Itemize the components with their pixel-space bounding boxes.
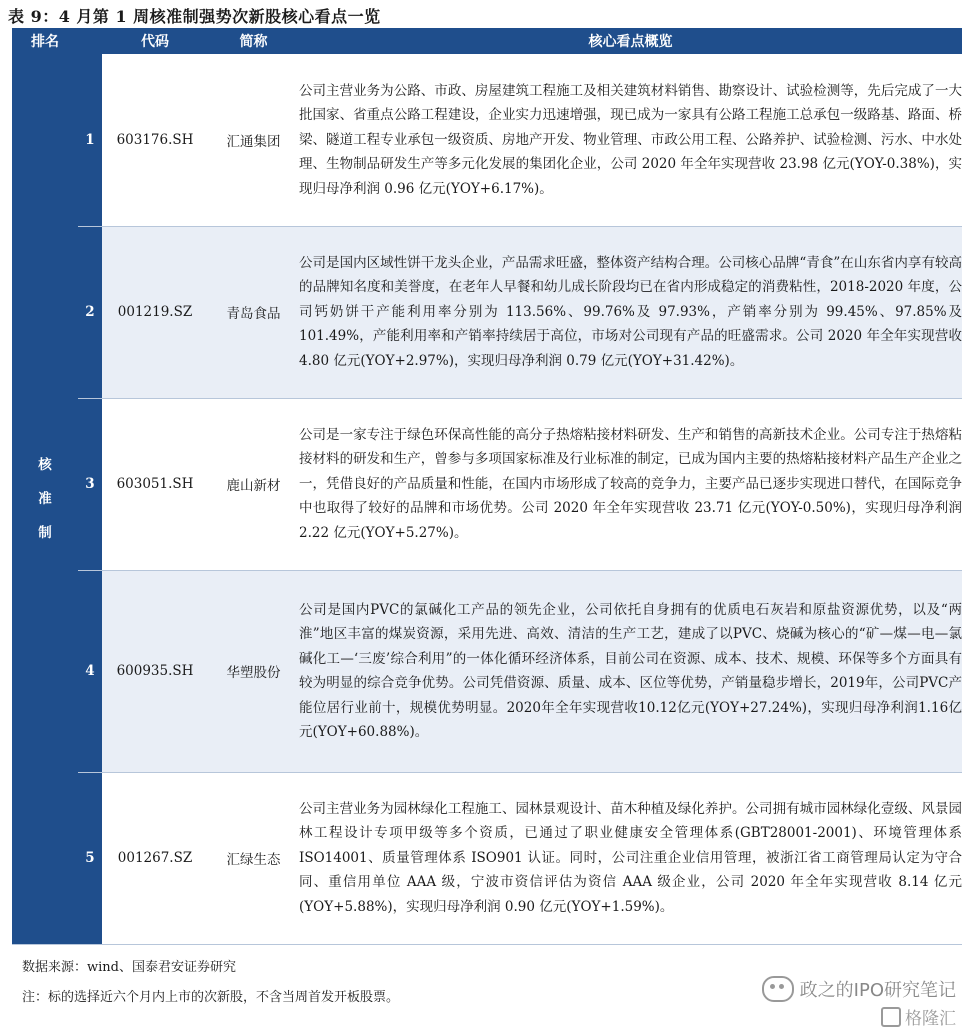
code-cell: 001219.SZ [102, 226, 208, 398]
code-cell: 001267.SZ [102, 772, 208, 944]
watermark-text: 政之的IPO研究笔记 [799, 980, 956, 1001]
rank-cell: 1 [78, 54, 102, 226]
rank-cell: 2 [78, 226, 102, 398]
watermark-text-2: 格隆汇 [905, 1009, 956, 1029]
table-row [12, 54, 962, 226]
header-name: 简称 [208, 28, 299, 54]
desc-cell: 公司是国内PVC的氯碱化工产品的领先企业，公司依托自身拥有的优质电石灰岩和原盐资源优势，以及“两淮”地区丰富的煤炭资源，采用先进、高效、清洁的生产工艺，建成了以PVC、烧碱为核心的“矿—煤—电—氯碱化工—‘三废’综合利用”的一体化循环经济体系，目前公司在资源、成本、技术、规模、环保等多个方面具有较为明显的综合竞争优势。公司凭借资源、质量、成本、区位等优势，产销量稳步增长，2019年，公司PVC产能位居行业前十，规模优势明显。2020年全年实现营收10.12亿元(YOY+27.24%)，实现归母净利润1.16亿元(YOY+60.88%)。 [299, 570, 962, 772]
gelonghui-logo-icon [881, 1007, 901, 1027]
category-cell [12, 54, 78, 944]
name-cell: 鹿山新材 [208, 398, 299, 570]
watermark-gelonghui [881, 1004, 956, 1029]
header-code: 代码 [102, 28, 208, 54]
table-row [12, 398, 962, 570]
remark-note: 注：标的选择近六个月内上市的次新股，不含当周首发开板股票。 [22, 990, 400, 1005]
rank-cell: 5 [78, 772, 102, 944]
header-desc: 核心看点概览 [299, 28, 962, 54]
name-cell: 汇通集团 [208, 54, 299, 226]
desc-cell: 公司主营业务为园林绿化工程施工、园林景观设计、苗木种植及绿化养护。公司拥有城市园林绿化壹级、风景园林工程设计专项甲级等多个资质，已通过了职业健康安全管理体系(GBT28001-2001)、环境管理体系 ISO14001、质量管理体系 ISO901 认证。同时，公司注重企业信用管理，被浙江省工商管理局认定为守合同、重信用单位 AAA 级，宁波市资信评估为资信 AAA 级企业，公司 2020 年全年实现营收 8.14 亿元(YOY+5.88%)，实现归母净利润 0.90 亿元(YOY+1.59%)。 [299, 772, 962, 944]
table-title: 表 9：4 月第 1 周核准制强势次新股核心看点一览 [8, 7, 381, 26]
rank-cell: 3 [78, 398, 102, 570]
desc-cell: 公司是一家专注于绿色环保高性能的高分子热熔粘接材料研发、生产和销售的高新技术企业。公司专注于热熔粘接材料的研发和生产，曾参与多项国家标准及行业标准的制定，已成为国内主要的热熔粘接材料产品生产企业之一，凭借良好的产品质量和性能，在国内市场形成了较高的竞争力，主要产品已逐步实现进口替代，在国际竞争中也取得了较好的品牌和市场优势。公司 2020 年全年实现营收 23.71 亿元(YOY-0.50%)，实现归母净利润 2.22 亿元(YOY+5.27%)。 [299, 398, 962, 570]
wechat-icon [762, 976, 794, 1002]
rank-cell: 4 [78, 570, 102, 772]
header-rank: 排名 [12, 28, 78, 54]
data-source-note: 数据来源：wind、国泰君安证券研究 [22, 960, 236, 975]
watermark-wechat [762, 976, 956, 1002]
code-cell: 600935.SH [102, 570, 208, 772]
table-row [12, 226, 962, 398]
name-cell: 汇绿生态 [208, 772, 299, 944]
table-row [12, 570, 962, 772]
name-cell: 青岛食品 [208, 226, 299, 398]
table-row [12, 772, 962, 944]
core-highlights-table [12, 28, 962, 945]
desc-cell: 公司主营业务为公路、市政、房屋建筑工程施工及相关建筑材料销售、勘察设计、试验检测等，先后完成了一大批国家、省重点公路工程建设，企业实力迅速增强，现已成为一家具有公路工程施工总承包一级路基、路面、桥梁、隧道工程专业承包一级资质、房地产开发、物业管理、市政公用工程、公路养护、试验检测、污水、中水处理、生物制品研发生产等多元化发展的集团化企业，公司 2020 年全年实现营收 23.98 亿元(YOY-0.38%)，实现归母净利润 0.96 亿元(YOY+6.17%)。 [299, 54, 962, 226]
code-cell: 603051.SH [102, 398, 208, 570]
code-cell: 603176.SH [102, 54, 208, 226]
desc-cell: 公司是国内区域性饼干龙头企业，产品需求旺盛，整体资产结构合理。公司核心品牌“青食”在山东省内享有较高的品牌知名度和美誉度，在老年人早餐和幼儿成长阶段均已在省内形成稳定的消费粘性，2018-2020 年度，公司钙奶饼干产能利用率分别为 113.56%、99.76%及 97.93%，产销率分别为 99.45%、97.85%及 101.49%，产能利用率和产销率持续居于高位，市场对公司现有产品的旺盛需求。公司 2020 年全年实现营收 4.80 亿元(YOY+2.97%)，实现归母净利润 0.79 亿元(YOY+31.42%)。 [299, 226, 962, 398]
name-cell: 华塑股份 [208, 570, 299, 772]
category-label: 核准制 [38, 456, 52, 541]
table-header-row [12, 28, 962, 54]
